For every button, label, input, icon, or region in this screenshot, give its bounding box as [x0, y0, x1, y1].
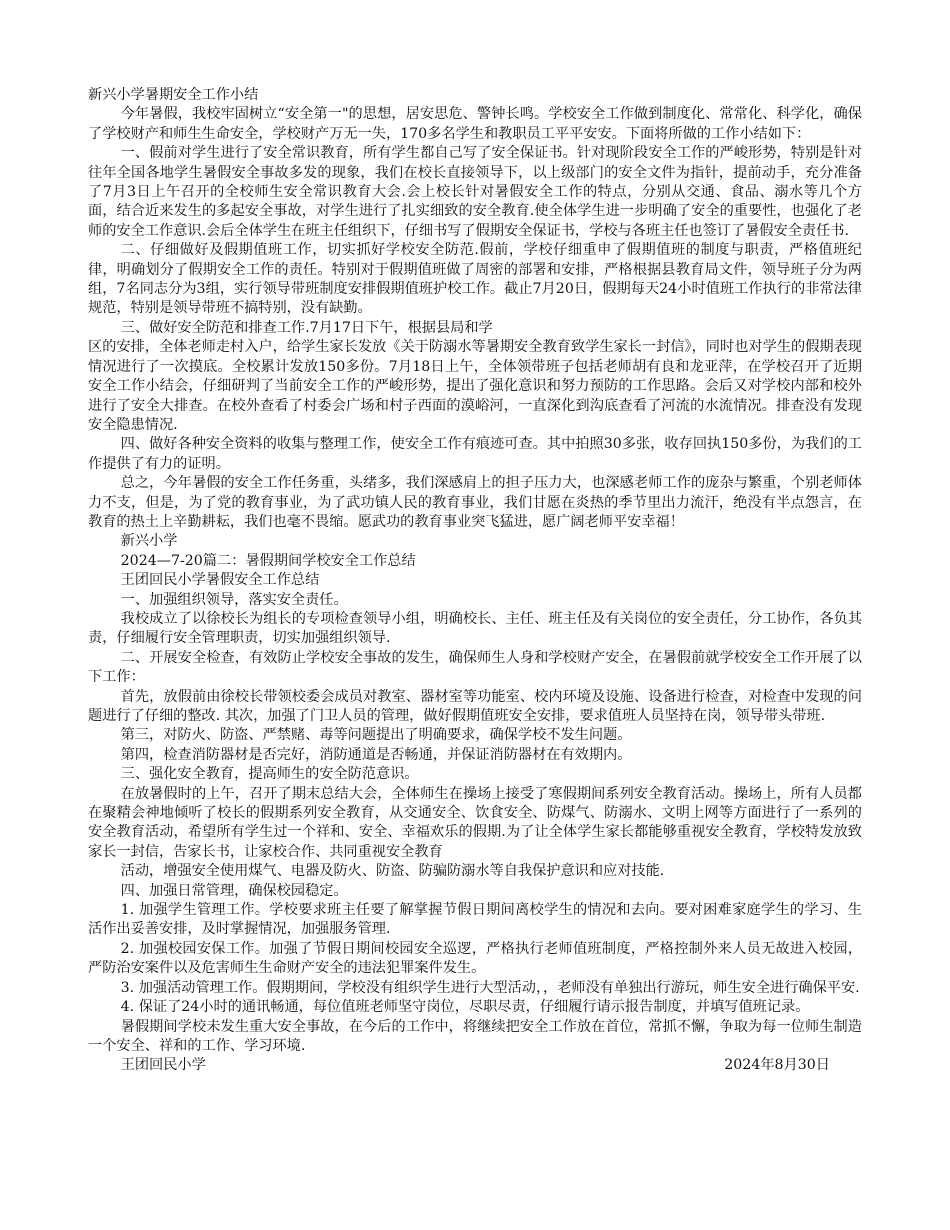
date-and-part-two-title: 2024—7-20篇二：暑假期间学校安全工作总结: [120, 552, 416, 569]
section-2-heading: 二、开展安全检查，有效防止学校安全事故的发生，确保师生人身和学校财产安全，在暑假前就学校安全工作开展了以下工作：: [88, 649, 862, 686]
section-1-body: 我校成立了以徐校长为组长的专项检查领导小组，明确校长、主任、班主任及有关岗位的安全责任，分工协作，各负其责，仔细履行安全管理职责，切实加强组织领导.: [88, 610, 862, 647]
signature-school: 王团回民小学: [120, 1057, 206, 1074]
school-signature: 新兴小学: [120, 533, 178, 550]
section-1-heading: 一、加强组织领导，落实安全责任。: [120, 591, 348, 608]
section-2-third: 第三，对防火、防盗、严禁赌、毒等问题提出了明确要求，确保学校不发生问题。: [120, 727, 632, 744]
section-4-item-3: 3. 加强活动管理工作。假期期间，学校没有组织学生进行大型活动，，老师没有单独出行游玩，师生安全进行确保平安.: [120, 979, 860, 996]
part-two-heading: 王团回民小学暑假安全工作总结: [120, 572, 320, 589]
section-4-heading: 四、加强日常管理，确保校园稳定。: [120, 882, 348, 899]
paragraph-1: 一、假前对学生进行了安全常识教育，所有学生都自己写了安全保证书。针对现阶段安全工作的严峻形势，特别是针对往年全国各地学生暑假安全事故多发的现象，我们在校长直接领导下，以上级部门的安全文件为指针，提前动手，充分准备了7月3日上午召开的全校师生安全常识教育大会.会上校长针对暑假安全工作的特点，分别从交通、食品、溺水等几个方面，结合近来发生的多起安全事故，对学生进行了扎实细致的安全教育.使全体学生进一步明确了安全的重要性，也强化了老师的安全工作意识.会后全体学生在班主任组织下，仔细书写了假期安全保证书，学校与各班主任也签订了暑假安全责任书.: [88, 145, 862, 239]
section-4-item-1: 1. 加强学生管理工作。学校要求班主任要了解掌握节假日期间离校学生的情况和去向。要对困难家庭学生的学习、生活作出妥善安排，及时掌握情况，加强服务管理.: [88, 902, 862, 938]
closing-paragraph: 暑假期间学校未发生重大安全事故，在今后的工作中，将继续把安全工作放在首位，常抓不懈，争取为每一位师生制造一个安全、祥和的工作、学习环境.: [88, 1018, 862, 1054]
section-3-body: 在放暑假时的上午，召开了期末总结大会，全体师生在操场上接受了寒假期间系列安全教育活动。操场上，所有人员都在聚精会神地倾听了校长的假期系列安全教育，从交通安全、饮食安全、防煤气、防溺水、文明上网等方面进行了一系列的安全教育活动，希望所有学生过一个祥和、安全、幸福欢乐的假期.为了让全体学生家长都能够重视安全教育，学校特发放致家长一封信，告家长书，让家校合作、共同重视安全教育: [88, 785, 862, 860]
section-4-item-2: 2. 加强校园安保工作。加强了节假日期间校园安全巡逻，严格执行老师值班制度，严格控制外来人员无故进入校园，严防治安案件以及危害师生生命财产安全的违法犯罪案件发生。: [88, 940, 862, 977]
paragraph-3-body: 区的安排，全体老师走村入户，给学生家长发放《关于防溺水等暑期安全教育致学生家长一封信》，同时也对学生的假期表现情况进行了一次摸底。全校累计发放150多份。7月18日上午，全体领带班子包括老师胡有良和龙亚萍，在学校召开了近期安全工作小结会，仔细研判了当前安全工作的严峻形势，提出了强化意识和努力预防的工作思路。会后又对学校内部和校外进行了安全大排查。在校外查看了村委会广场和村子西面的漠峪河，一直深化到沟底查看了河流的水流情况。排查没有发现安全隐患情况.: [88, 339, 862, 433]
section-4-item-4: 4. 保证了24小时的通讯畅通，每位值班老师坚守岗位，尽职尽责，仔细履行请示报告制度，并填写值班记录。: [120, 999, 810, 1016]
section-3-continued: 活动，增强安全使用煤气、电器及防火、防盗、防骗防溺水等自我保护意识和应对技能.: [120, 863, 665, 880]
paragraph-intro: 今年暑假，我校牢固树立“安全第一"的思想，居安思危、警钟长鸣。学校安全工作做到制度化、常常化、科学化，确保了学校财产和师生生命安全，学校财产万无一失，170多名学生和教职员工平平安安。下面将所做的工作小结如下：: [88, 106, 862, 142]
signature-date: 2024年8月30日: [724, 1057, 830, 1074]
paragraph-4: 四、做好各种安全资料的收集与整理工作，使安全工作有痕迹可查。其中拍照30多张，收存回执150多份，为我们的工作提供了有力的证明。: [88, 436, 862, 472]
section-3-heading: 三、强化安全教育，提高师生的安全防范意识。: [120, 766, 419, 783]
section-2-fourth: 第四，检查消防器材是否完好，消防通道是否畅通，并保证消防器材在有效期内。: [120, 746, 632, 763]
paragraph-summary: 总之，今年暑假的安全工作任务重，头绪多，我们深感肩上的担子压力大，也深感老师工作的庞杂与繁重，个别老师体力不支，但是，为了党的教育事业，为了武功镇人民的教育事业，我们甘愿在炎热的季节里出力流汗，绝没有半点怨言，在教育的热土上辛勤耕耘，我们也毫不畏缩。愿武功的教育事业突飞猛进，愿广阔老师平安幸福！: [88, 475, 862, 530]
paragraph-2: 二、仔细做好及假期值班工作，切实抓好学校安全防范.假前，学校仔细重申了假期值班的制度与职责，严格值班纪律，明确划分了假期安全工作的责任。特别对于假期值班做了周密的部署和安排，严格根据县教育局文件，领导班子分为两组，7名同志分为3组，实行领导带班制度安排假期值班护校工作。截止7月20日，假期每天24小时值班工作执行的非常法律规范，特别是领导带班不搞特别，没有缺勤。: [88, 242, 862, 317]
doc-title: 新兴小学暑期安全工作小结: [88, 87, 259, 103]
section-2-first: 首先，放假前由徐校长带领校委会成员对教室、器材室等功能室、校内环境及设施、设备进行检查，对检查中发现的问题进行了仔细的整改. 其次，加强了门卫人员的管理，做好假期值班安全安排，要求值班人员坚持在岗，领导带头带班.: [88, 688, 862, 724]
signature-row: [88, 1056, 862, 1075]
paragraph-3-head: 三、做好安全防范和排查工作.7月17日下午，根据县局和学: [120, 319, 493, 336]
